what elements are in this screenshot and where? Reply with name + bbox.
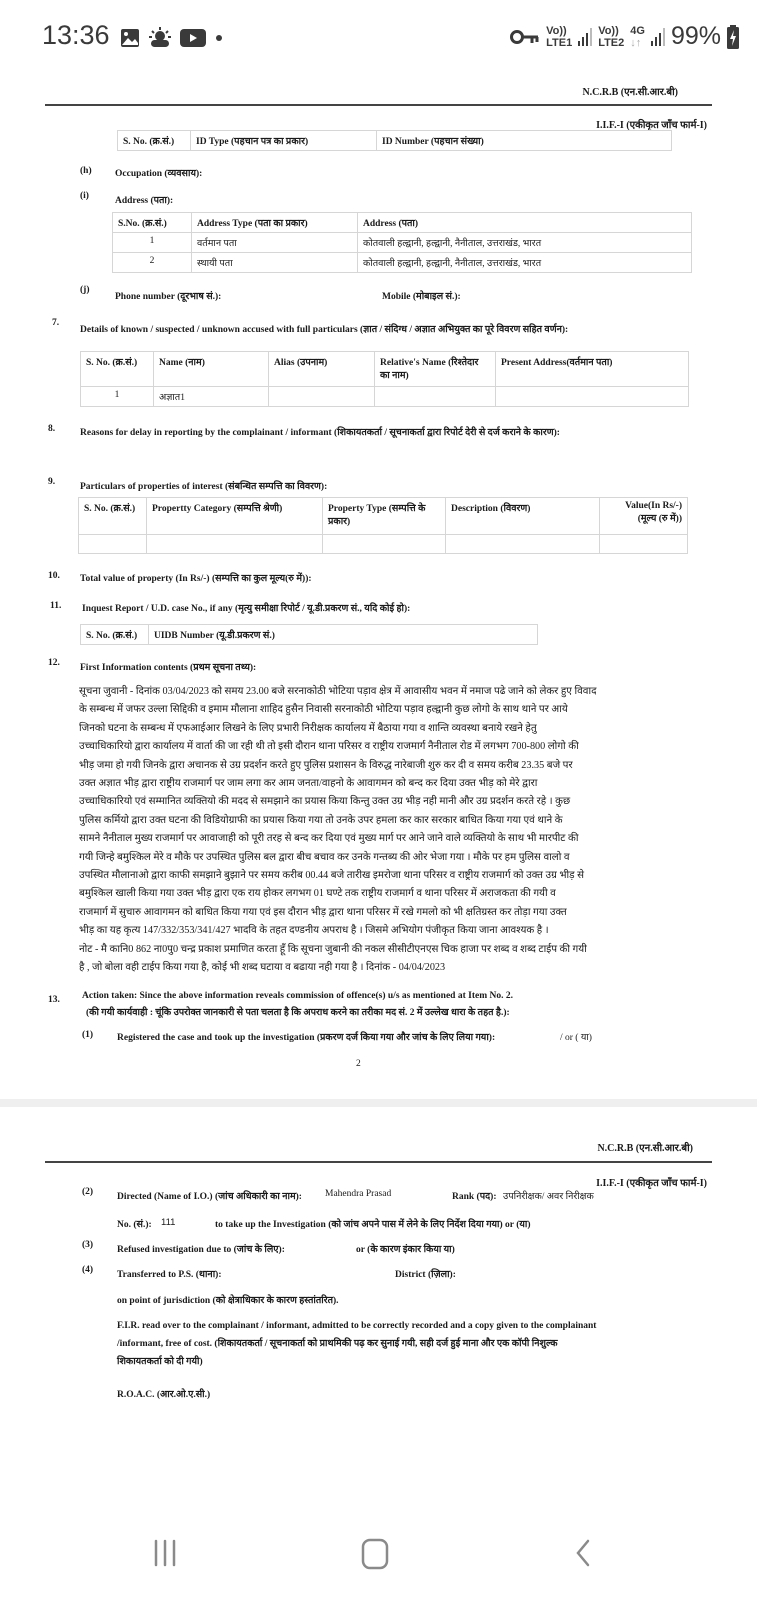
col-id-type: ID Type (पहचान पत्र का प्रकार) (191, 131, 377, 151)
fir-line: जिनको घटना के सम्बन्ध में एफआईआर लिखने के लिए प्रभारी निरीक्षक कार्यालय में बैठाया गया व शान्ति व्यवस्था बनाये रखने हेतु (79, 722, 537, 734)
table-header-row (81, 352, 689, 387)
fir-read-line: /informant, free of cost. (शिकायतकर्ता / सूचनाकर्ता को प्राथमिकी पढ़ कर सुनाई गयी, सही दर्ज हुई माना और एक कॉपी निशुल्क (117, 1339, 558, 1349)
ncrb-header: N.C.R.B (एन.सी.आर.बी) (597, 1143, 693, 1154)
header-rule (45, 1161, 712, 1163)
col-name: Name (नाम) (154, 352, 269, 387)
no-value: 111 (161, 1217, 176, 1228)
cell-address: कोतवाली हल्द्वानी, हल्द्वानी, नैनीताल, उत्तराखंड, भारत (358, 253, 692, 273)
fir-line: गयी जिन्हे बमुश्किल मेरे व मौके पर उपस्थित पुलिस बल द्वारा बीच बचाव कर उनके गन्तब्य की ओर भेजा गया । मौके पर हम पुलिस वालो व (79, 851, 570, 863)
cell-sno: 2 (113, 253, 192, 273)
col-uidb-number: UIDB Number (यू.डी.प्रकरण सं.) (149, 625, 538, 645)
fir-read-line: शिकायतकर्ता को दी गयी) (117, 1357, 203, 1367)
rank-value: उपनिरीक्षक/ अवर निरीक्षक (503, 1192, 594, 1202)
sub3-marker: (3) (82, 1240, 94, 1250)
uidb-table (80, 624, 538, 645)
table-row (79, 535, 688, 554)
item11-label: Inquest Report / U.D. case No., if any (मृत्यु समीक्षा रिपोर्ट / यू.डी.प्रकरण सं., यदि कोई हो): (82, 604, 411, 614)
gallery-icon (120, 28, 140, 48)
item10-label: Total value of property (In Rs/-) (सम्पत्ति का कुल मूल्य(रु में)): (80, 574, 312, 584)
sub1-label: Registered the case and took up the investigation (प्रकरण दर्ज किया गया और जांच के लिए लिया गया): (117, 1033, 496, 1043)
youtube-icon (180, 28, 206, 48)
dot-icon (214, 33, 224, 43)
network-4g: 4G (630, 24, 645, 37)
col-present-address: Present Address(वर्तमान पता) (496, 352, 689, 387)
col-sno: S. No. (क्र.सं.) (81, 352, 154, 387)
navigation-bar (0, 1500, 757, 1600)
data-arrows-icon: ↓↑ (630, 36, 642, 49)
item8-label: Reasons for delay in reporting by the complainant / informant (शिकायतकर्ता / सूचनाकर्ता द्वारा रिपोर्ट देरी से दर्ज कराने के कारण): (80, 428, 560, 438)
refused-or: or (के कारण इंकार किया या) (356, 1245, 455, 1255)
item13-number: 13. (48, 995, 60, 1005)
cell-address (496, 387, 689, 407)
address-label: Address (पता): (115, 196, 174, 206)
col-sno: S. No. (क्र.सं.) (81, 625, 149, 645)
item13-label-en: Action taken: Since the above information reveals commission of offence(s) u/s as mentioned at Item No. 2. (82, 991, 513, 1001)
fir-line: उक्त अज्ञात भीड़ द्वारा राष्ट्रीय राजमार्ग पर जाम लगा कर आम जनता/वाहनो के आवागमन को बन्द कर दिया उक्त भीड़ को मेरे द्वारा (79, 778, 538, 790)
cell-address-type: वर्तमान पता (192, 233, 358, 253)
cell-empty (79, 535, 147, 554)
cell-sno: 1 (113, 233, 192, 253)
fir-line: पुलिस कर्मियो द्वारा उक्त घटना की विडियोग्राफी का प्रयास किया गया तो उनके उपर हमला कर कार सरकार बाधित किया गया एवं थाने के (79, 814, 563, 826)
col-value: Value(In Rs/-) (मूल्य (रु में)) (600, 498, 688, 535)
cell-empty (323, 535, 446, 554)
phone-marker: (j) (80, 285, 90, 295)
property-table (78, 497, 688, 554)
sim1-volte: Vo)) (546, 24, 567, 37)
take-up-label: to take up the Investigation (को जांच अपने पास में लेने के लिए निर्देश दिया गया) or (या) (215, 1220, 531, 1230)
key-icon (510, 29, 540, 45)
io-name: Mahendra Prasad (325, 1189, 392, 1199)
battery-charging-icon (727, 25, 739, 49)
item9-label: Particulars of properties of interest (संबन्धित सम्पत्ति का विवरण): (80, 482, 328, 492)
sim2-indicator (598, 25, 624, 49)
cell-name: अज्ञात1 (154, 387, 269, 407)
table-header-row (79, 498, 688, 535)
iif-header: I.I.F.-I (एकीकृत जाँच फार्म-I) (596, 120, 707, 131)
item8-number: 8. (48, 424, 56, 434)
fir-line: उच्चाधिकारियो द्वारा कार्यालय में वार्ता की जा रही थी तो इसी दौरान थाना परिसर व राष्ट्रीय राजमार्ग नैनीताल रोड में लगभग 700-800 लोगो की (79, 741, 579, 753)
first-information-contents (79, 683, 689, 978)
fir-line: है , जो बोला वही टाईप किया गया है, कोई भी शब्द घटाया व बढाया नही गया है । दिनांक - 04/04/2023 (79, 962, 446, 974)
sub4-marker: (4) (82, 1265, 94, 1275)
fir-line: राजमार्ग में सुचारु आवागमन को बाधित किया गया एवं इस दौरान भीड़ द्वारा थाना परिसर में रखे गमलो को भी क्षतिग्रस्त कर तोड़ा गया उक्त (79, 906, 567, 918)
accused-table (80, 351, 689, 407)
ncrb-header: N.C.R.B (एन.सी.आर.बी) (582, 87, 678, 98)
col-sno: S.No. (क्र.सं.) (113, 213, 192, 233)
item13-label-hi: (की गयी कार्यवाही : चूंकि उपरोक्त जानकारी से पता चलता है कि अपराध करने का तरीका मद सं. 2 में उल्लेख धारा के तहत है.): (86, 1008, 510, 1018)
fir-line: उपस्थित मौलानाओ द्वारा काफी समझाने बुझाने पर समय करीब 00.44 बजे तारीख इमरोजा थाना परिसर व राष्ट्रीय राजमार्ग को उक्त उग्र भीड़ से (79, 870, 585, 882)
table-header-row (113, 213, 692, 233)
status-time: 13:36 (42, 20, 110, 50)
address-marker: (i) (80, 191, 89, 201)
home-icon[interactable] (360, 1538, 390, 1570)
notification-icons (120, 27, 224, 49)
item7-label: Details of known / suspected / unknown accused with full particulars (ज्ञात / संदिग्ध / अज्ञात अभियुक्त का पूरे विवरण सहित वर्णन): (80, 325, 569, 335)
cell-alias (269, 387, 375, 407)
sim2-lte: LTE2 (598, 36, 625, 49)
col-type: Property Type (सम्पत्ति के प्रकार) (323, 498, 446, 535)
table-row (113, 233, 692, 253)
mobile-label: Mobile (मोबाइल सं.): (382, 292, 461, 302)
fir-line: नोट - मै कानि0 862 ना0पु0 चन्द्र प्रकाश प्रमाणित करता हूँ कि सूचना जुबानी की नकल सीसीटीएनएस चिक हाजा पर शब्द व शब्द टाईप की गयी (79, 943, 587, 955)
cell-empty (147, 535, 323, 554)
table-header-row (81, 625, 538, 645)
cell-address: कोतवाली हल्द्वानी, हल्द्वानी, नैनीताल, उत्तराखंड, भारत (358, 233, 692, 253)
col-sno: S. No. (क्र.सं.) (118, 131, 191, 151)
col-id-number: ID Number (पहचान संख्या) (377, 131, 672, 151)
sim2-volte: Vo)) (598, 24, 619, 37)
district-label: District (ज़िला): (395, 1270, 456, 1280)
transferred-label: Transferred to P.S. (थाना): (117, 1270, 222, 1280)
fir-line: सूचना जुवानी - दिनांक 03/04/2023 को समय 23.00 बजे सरनाकोठी भोटिया पड़ाव क्षेत्र में आवासीय भवन में नमाज पढे जाने को लेकर हुए विवाद (79, 686, 597, 697)
item9-number: 9. (48, 477, 56, 487)
status-bar (0, 0, 757, 72)
fir-line: उच्चाधिकारियो एवं सम्मानित व्यक्तियो की मदद से समझाने का प्रयास किया किन्तु उक्त उग्र भीड़ नही मानी और उग्र प्रदर्शन करते रहे । कुछ (79, 796, 571, 808)
col-alias: Alias (उपनाम) (269, 352, 375, 387)
page-break (0, 1099, 757, 1107)
occupation-label: Occupation (व्यवसाय): (115, 169, 203, 179)
battery-percent: 99% (670, 22, 721, 50)
col-address: Address (पता) (358, 213, 692, 233)
sub2-marker: (2) (82, 1187, 94, 1197)
sim1-lte: LTE1 (546, 36, 573, 49)
phone-label: Phone number (दूरभाष सं.): (115, 292, 222, 302)
fir-line: बमुश्किल खाली किया गया उक्त भीड़ द्वारा एक राय होकर लगभग 01 घण्टे तक राष्ट्रीय राजमार्ग व थाना परिसर में अराजकता की गयी व (79, 888, 556, 900)
directed-label: Directed (Name of I.O.) (जांच अधिकारी का नाम): (117, 1192, 302, 1202)
jurisdiction-label: on point of jurisdiction (को क्षेत्राधिकार के कारण हस्तांतरित). (117, 1296, 339, 1306)
cell-empty (600, 535, 688, 554)
signal-bars-icon (651, 28, 665, 46)
col-relative-name: Relative's Name (रिश्तेदार का नाम) (375, 352, 496, 387)
id-table (117, 130, 672, 151)
col-description: Description (विवरण) (446, 498, 600, 535)
page-number: 2 (356, 1059, 361, 1069)
signal-bars-icon (578, 28, 592, 46)
cell-empty (446, 535, 600, 554)
col-category: Propertty Category (सम्पत्ति श्रेणी) (147, 498, 323, 535)
table-header-row (118, 131, 672, 151)
back-icon[interactable] (568, 1538, 598, 1568)
rank-label: Rank (पद): (452, 1192, 497, 1202)
refused-label: Refused investigation due to (जांच के लिए): (117, 1245, 285, 1255)
col-sno: S. No. (क्र.सं.) (79, 498, 147, 535)
table-row (113, 253, 692, 273)
iif-header: I.I.F.-I (एकीकृत जाँच फार्म-I) (596, 1178, 707, 1189)
sub1-marker: (1) (82, 1030, 94, 1040)
cell-sno: 1 (81, 387, 154, 407)
item12-label: First Information contents (प्रथम सूचना तथ्य): (80, 663, 257, 673)
header-rule (45, 104, 712, 106)
sim1-indicator (546, 25, 572, 49)
fir-read-over (117, 1317, 596, 1371)
sub1-or: / or ( या) (560, 1033, 592, 1043)
fir-line: के सम्बन्ध में जफर उल्ला सिद्दिकी व इमाम मौलाना शाहिद हुसैन निवासी सरनाकोठी भोटिया पड़ाव हल्द्वानी कुछ लोगो के साथ थाने पर आये (79, 704, 568, 716)
network-type (630, 25, 645, 49)
item10-number: 10. (48, 571, 60, 581)
no-label: No. (सं.): (117, 1220, 152, 1230)
item12-number: 12. (48, 658, 60, 668)
cell-relative (375, 387, 496, 407)
cell-address-type: स्थायी पता (192, 253, 358, 273)
address-table (112, 212, 692, 273)
status-right (510, 22, 739, 51)
fir-line: सामने नैनीताल मुख्य राजमार्ग पर आवाजाही को पूरी तरह से बन्द कर दिया एवं मुख्य मार्ग पर आने जाने वाले व्यक्तियो के साथ भी मारपीट की (79, 833, 579, 845)
fir-line: भीड़ जमा हो गयी जिनके द्वारा अचानक से उग्र प्रदर्शन करते हुए पुलिस प्रशासन के विरुद्ध नारेबाजी शुरु कर दी व समय करीब 23.35 बजे पर (79, 759, 573, 771)
recents-icon[interactable] (150, 1538, 180, 1568)
item7-number: 7. (52, 318, 60, 328)
table-row (81, 387, 689, 407)
fir-read-line: F.I.R. read over to the complainant / informant, admitted to be correctly recorded and a copy given to the complainant (117, 1321, 597, 1331)
roac-label: R.O.A.C. (आर.ओ.ए.सी.) (117, 1390, 211, 1400)
fir-line: भीड़ का यह कृत्य 147/332/353/341/427 भादवि के तहत दण्डनीय अपराध है । जिसमे अभियोग पंजीकृत किया जाना आवश्यक है । (79, 925, 549, 937)
item11-number: 11. (50, 601, 62, 611)
col-address-type: Address Type (पता का प्रकार) (192, 213, 358, 233)
occupation-marker: (h) (80, 166, 92, 176)
weather-icon (148, 27, 172, 49)
